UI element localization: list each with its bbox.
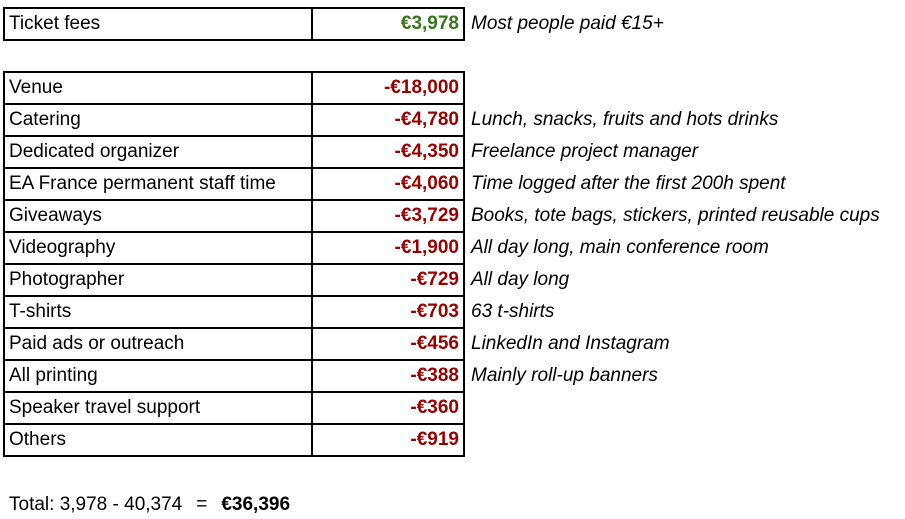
expense-row <box>4 328 885 360</box>
expense-amount: -€4,060 <box>312 168 464 200</box>
expense-row <box>4 392 885 424</box>
expense-rows <box>4 72 885 456</box>
expense-note: 63 t-shirts <box>471 301 555 322</box>
expense-note: Books, tote bags, stickers, printed reusable cups <box>471 205 880 226</box>
expense-note <box>464 72 885 104</box>
total-label: Total: <box>9 494 55 515</box>
total-result: €36,396 <box>221 494 291 515</box>
income-table <box>3 7 668 41</box>
expense-row <box>4 264 885 296</box>
expense-label: All printing <box>4 360 312 392</box>
expense-amount: -€3,729 <box>312 200 464 232</box>
expense-note: All day long <box>471 269 570 290</box>
expense-row <box>4 168 885 200</box>
expense-label: Dedicated organizer <box>4 136 312 168</box>
income-amount: €3,978 <box>312 8 464 40</box>
expense-note: Time logged after the first 200h spent <box>471 173 786 194</box>
expense-row <box>4 136 885 168</box>
expense-label: Giveaways <box>4 200 312 232</box>
expense-label: Others <box>4 424 312 456</box>
expense-label: Venue <box>4 72 312 104</box>
expense-label: T-shirts <box>4 296 312 328</box>
expense-note <box>464 392 885 424</box>
expense-amount: -€456 <box>312 328 464 360</box>
expense-amount: -€729 <box>312 264 464 296</box>
expense-row <box>4 424 885 456</box>
expense-note: Freelance project manager <box>471 141 699 162</box>
expense-label: Videography <box>4 232 312 264</box>
total-formula: 3,978 - 40,374 <box>59 494 183 515</box>
expense-note: All day long, main conference room <box>471 237 769 258</box>
expense-label: Paid ads or outreach <box>4 328 312 360</box>
expense-row <box>4 360 885 392</box>
expense-label: Speaker travel support <box>4 392 312 424</box>
income-note: Most people paid €15+ <box>471 13 664 34</box>
expense-amount: -€1,900 <box>312 232 464 264</box>
expense-row <box>4 232 885 264</box>
expense-note: Mainly roll-up banners <box>471 365 658 386</box>
expense-note: Lunch, snacks, fruits and hots drinks <box>471 109 779 130</box>
expense-note <box>464 424 885 456</box>
expense-row <box>4 72 885 104</box>
expense-row <box>4 104 885 136</box>
total-equals-sign: = <box>196 494 208 515</box>
expense-row <box>4 296 885 328</box>
income-label: Ticket fees <box>4 8 312 40</box>
expense-note: LinkedIn and Instagram <box>471 333 670 354</box>
total-line <box>9 494 290 516</box>
expense-table <box>3 71 886 457</box>
expense-amount: -€360 <box>312 392 464 424</box>
expense-label: Photographer <box>4 264 312 296</box>
expense-label: EA France permanent staff time <box>4 168 312 200</box>
expense-amount: -€919 <box>312 424 464 456</box>
expense-amount: -€388 <box>312 360 464 392</box>
income-row <box>4 8 668 40</box>
expense-label: Catering <box>4 104 312 136</box>
expense-amount: -€4,350 <box>312 136 464 168</box>
expense-amount: -€703 <box>312 296 464 328</box>
expense-amount: -€4,780 <box>312 104 464 136</box>
expense-amount: -€18,000 <box>312 72 464 104</box>
expense-row <box>4 200 885 232</box>
